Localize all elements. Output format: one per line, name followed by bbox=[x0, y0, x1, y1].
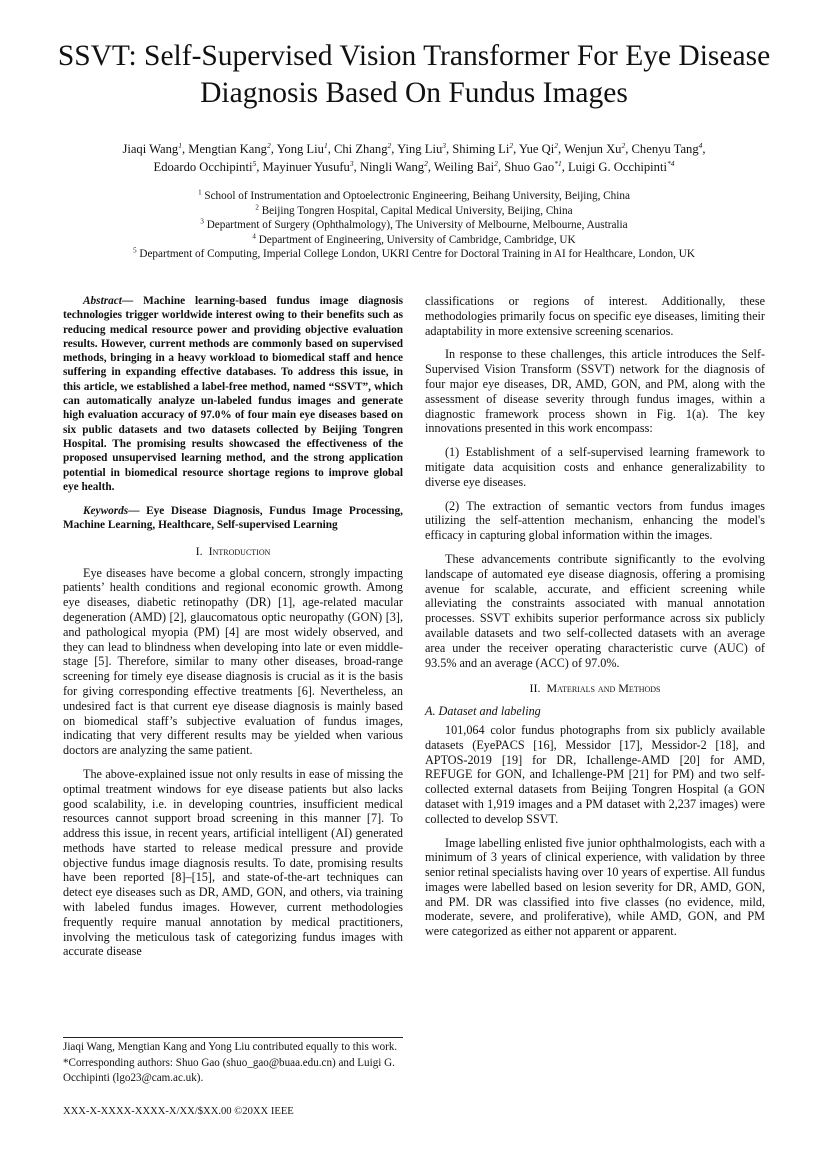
footnote-divider bbox=[63, 1037, 403, 1038]
author: Luigi G. Occhipinti$^{*4}$ bbox=[567, 158, 675, 174]
footnote-equal-contribution: Jiaqi Wang, Mengtian Kang and Yong Liu contributed equally to this work. bbox=[63, 1041, 398, 1053]
innovation-item-2: (2) The extraction of semantic vectors from fundus images utilizing the self-attention mechanism, enhancing the model's efficacy in capturing global information within the images. bbox=[425, 498, 765, 543]
author: Shuo Gao$^{*1}$, bbox=[504, 158, 568, 174]
labeling-paragraph: Image labelling enlisted five junior ophthalmologists, each with a minimum of 3 years of clinical experience, with validation by three senior retinal specialists having over 10 years of expertise. All fundus images were labelled based on lesion severity for DR, AMD, GON, and PM. DR was classified into five classes (no evidence, mild, moderate, severe, and proliferative), while AMD, GON, and PM were categorized as either not apparent or apparent. bbox=[425, 835, 765, 939]
right-column bbox=[425, 294, 765, 939]
left-column bbox=[63, 294, 403, 959]
author: Shiming Li$^2$, bbox=[452, 140, 519, 156]
footnotes bbox=[63, 1040, 403, 1085]
affiliation: $^2$ Beijing Tongren Hospital, Capital Medical University, Beijing, China bbox=[255, 202, 573, 217]
affiliation: $^3$ Department of Surgery (Ophthalmology), The University of Melbourne, Melbourne, Australia bbox=[200, 217, 628, 232]
author: Ying Liu$^3$, bbox=[397, 140, 453, 156]
author: Chenyu Tang$^4$, bbox=[631, 140, 706, 156]
section-heading-methods: II. Materials and Methods bbox=[529, 681, 661, 696]
innovation-item-1: (1) Establishment of a self-supervised learning framework to mitigate data acquisition costs and enhance generalizability to diverse eye diseases. bbox=[425, 445, 765, 489]
abstract: Abstract— Machine learning-based fundus image diagnosis technologies trigger worldwide interest owing to their benefits such as reducing medical resource power and providing objective evaluation results. However, current methods are commonly based on supervised methods, bringing in a heavy workload to biomedical staff and hence suffering in expanding effective databases. To address this issue, in this article, we established a label-free method, named “SSVT”, which can automatically analyze un-labeled fundus images and generate high evaluation accuracy of 97.0% of four main eye diseases based on six public datasets and two datasets collected by Beijing Tongren Hospital. The promising results showcased the effectiveness of the proposed unsupervised learning method, and the strong application potential in biomedical resource shortage regions to improve global eye health. bbox=[63, 295, 403, 493]
paper-title: SSVT: Self-Supervised Vision Transformer For Eye Disease Diagnosis Based On Fundus Images bbox=[57, 40, 771, 109]
copyright-line: XXX-X-XXXX-XXXX-X/XX/$XX.00 ©20XX IEEE bbox=[63, 1106, 294, 1117]
author-list bbox=[60, 140, 768, 176]
author: Weiling Bai$^2$, bbox=[433, 158, 505, 174]
author: Edoardo Occhipinti$^5$, bbox=[153, 158, 263, 174]
keywords: Keywords— Eye Disease Diagnosis, Fundus Image Processing, Machine Learning, Healthcare, Self-supervised Learning bbox=[63, 505, 403, 532]
intro-paragraph-2: The above-explained issue not only results in ease of missing the optimal treatment windows for eye disease patients but also lacks good scalability, i.e. in developing countries, insufficient medical resources cannot support broad screening in this manner [7]. To address this issue, in recent years, artificial intelligent (AI) generated methods have started to release medical pressure and provide objective fundus image diagnosis results. To date, promising results have been reported [8]–[15], and state-of-the-art techniques can detect eye diseases such as DR, AMD, GON, and others, via training with labeled fundus images. However, current methodologies frequently require manual annotation by medical practitioners, involving the meticulous task of categorizing fundus images with accurate disease bbox=[63, 766, 403, 959]
subsection-heading-dataset: A. Dataset and labeling bbox=[425, 704, 541, 719]
affiliation: $^5$ Department of Computing, Imperial College London, UKRI Centre for Doctoral Training in AI for Healthcare, London, UK bbox=[133, 246, 695, 261]
footnote-corresponding-authors: *Corresponding authors: Shuo Gao (shuo_gao@buaa.edu.cn) and Luigi G. Occhipinti (lgo23@cam.ac.uk). bbox=[63, 1057, 395, 1084]
author: Yong Liu$^1$, bbox=[276, 140, 334, 156]
author: Yue Qi$^2$, bbox=[518, 140, 565, 156]
author: Mayinuer Yusufu$^3$, bbox=[262, 158, 360, 174]
author: Jiaqi Wang$^1$, bbox=[122, 140, 189, 156]
intro-paragraph-1: Eye diseases have become a global concern, strongly impacting patients’ health conditions and regional economic growth. Among eye diseases, diabetic retinopathy (DR) [1], age-related macular degeneration (AMD) [2], glaucomatous optic neuropathy (GON) [3], and pathological myopia (PM) [4] are most widely observed, and they can lead to blindness when developing into late or even middle-stage [5]. Therefore, similar to many other diseases, broad-range screening for timely eye disease diagnosis is crucial as it is the basis for giving corresponding effective treatments [6]. Nevertheless, an undesired fact is that current eye disease diagnosis is mainly based on biomedical staff’s subjective evaluation of fundus images, indicating that very different results may be yielded when various doctors are analyzing the same patient. bbox=[63, 565, 403, 758]
body-paragraph: In response to these challenges, this article introduces the Self-Supervised Vision Transform (SSVT) network for the diagnosis of four major eye diseases, DR, AMD, GON, and PM, along with the assessment of disease severity through fundus images, within a diagnostic framework process shown in Fig. 1(a). The key innovations presented in this work encompass: bbox=[425, 347, 765, 436]
section-heading-introduction: I. Introduction bbox=[195, 543, 271, 558]
dataset-paragraph: 101,064 color fundus photographs from six publicly available datasets (EyePACS [16], Messidor [17], Messidor-2 [18], and APTOS-2019 [19] for DR, Ichallenge-AMD [20] for AMD, REFUGE for GON, and Ichallenge-PM [21] for PM) and two self-collected external datasets from Beijing Tongren Hospital (a GON dataset with 1,919 images and a PM dataset with 2,237 images) were collected to develop SSVT. bbox=[425, 722, 765, 826]
body-paragraph-continued: classifications or regions of interest. Additionally, these methodologies primarily focus on specific eye diseases, limiting their adaptability in more extensive screening scenarios. bbox=[425, 294, 765, 338]
body-paragraph: These advancements contribute significantly to the evolving landscape of automated eye disease diagnosis, offering a promising avenue for scalable, accurate, and efficient screening while alleviating the constraints associated with manual annotation processes. SSVT exhibits superior performance across six publicly available datasets and two self-collected datasets with an average area under the receiver operating characteristic curve (AUC) of 93.5% and an average (ACC) of 97.0%. bbox=[425, 551, 765, 670]
affiliation-list bbox=[40, 189, 788, 262]
author: Mengtian Kang$^2$, bbox=[188, 140, 277, 156]
author: Chi Zhang$^2$, bbox=[333, 140, 398, 156]
affiliation: $^4$ Department of Engineering, University of Cambridge, Cambridge, UK bbox=[252, 232, 576, 246]
author: Wenjun Xu$^2$, bbox=[564, 140, 632, 156]
affiliation: $^1$ School of Instrumentation and Optoelectronic Engineering, Beihang University, Beijing, China bbox=[198, 188, 630, 202]
author: Ningli Wang$^2$, bbox=[359, 158, 434, 174]
